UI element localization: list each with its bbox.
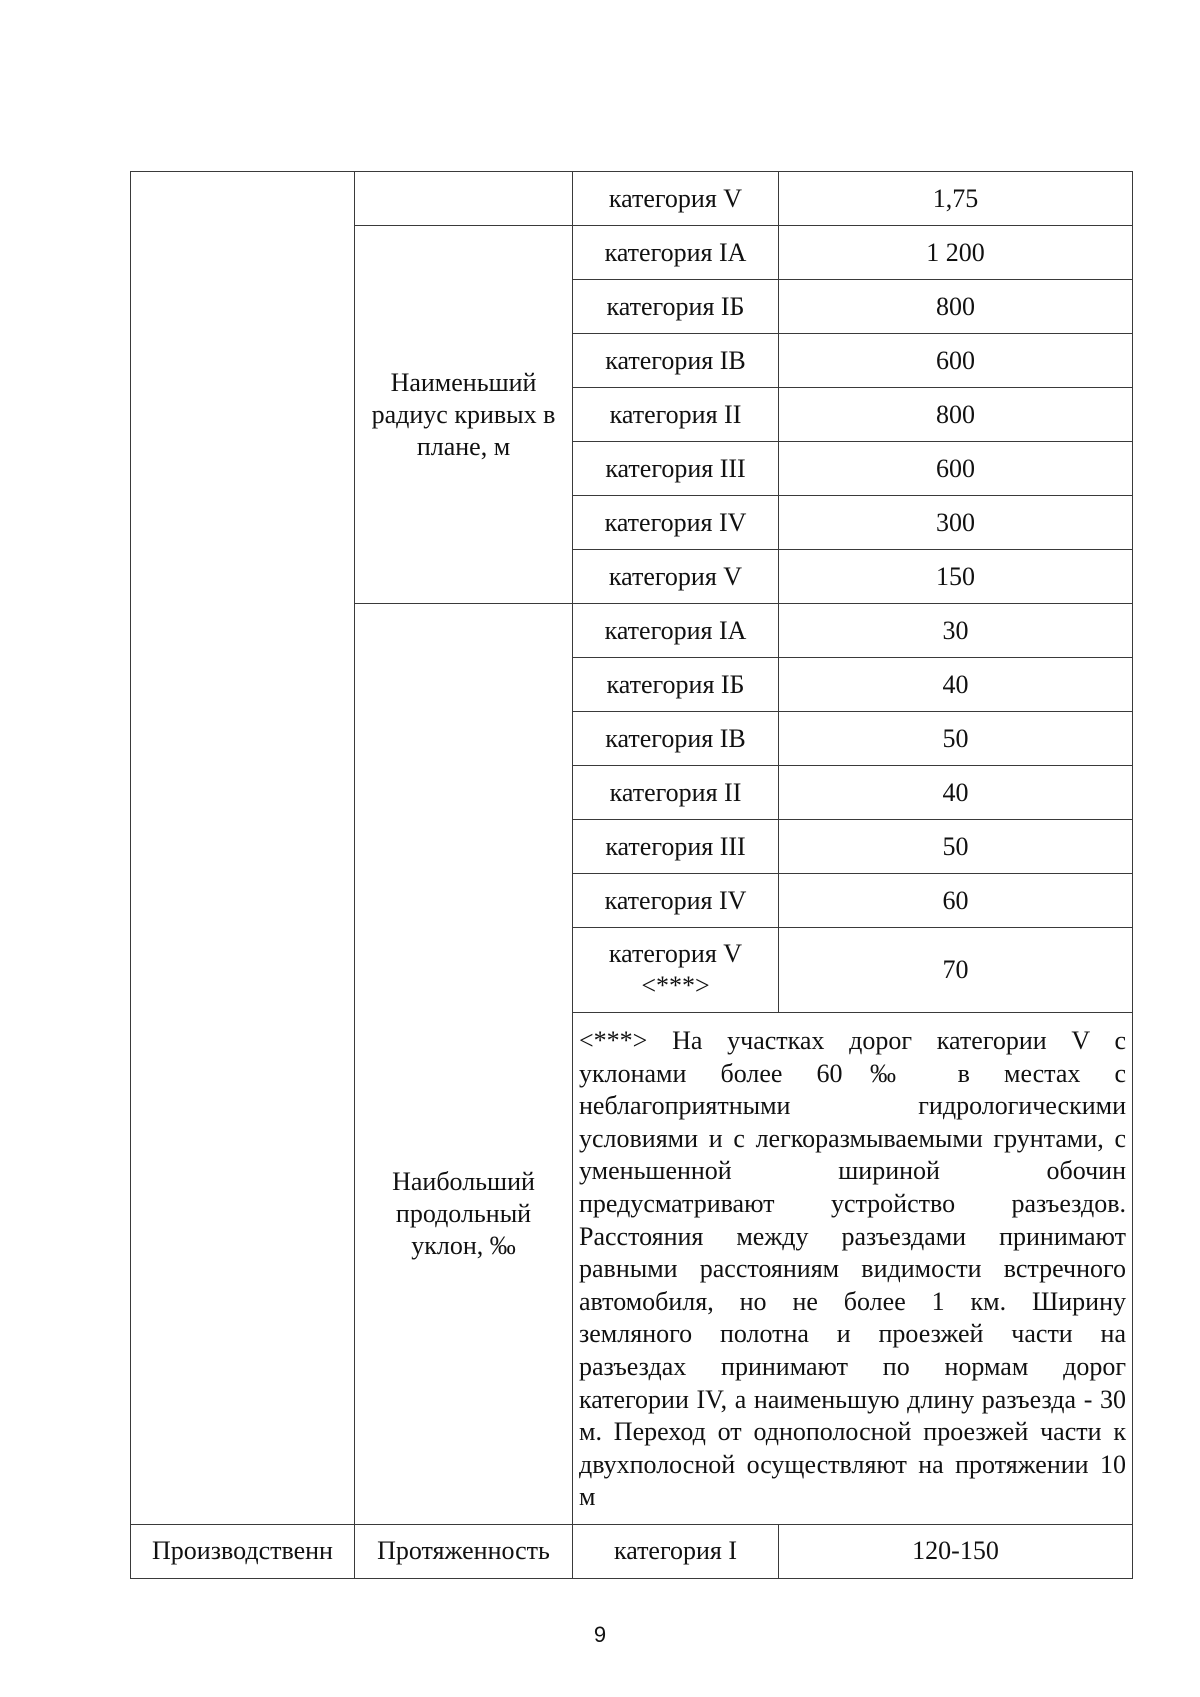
category-cell: категория III [573, 442, 779, 496]
value-cell: 30 [779, 604, 1133, 658]
category-cell: категория IA [573, 226, 779, 280]
category-cell: категория V [573, 172, 779, 226]
value-cell: 1 200 [779, 226, 1133, 280]
value-cell: 600 [779, 334, 1133, 388]
category-cell: категория IБ [573, 280, 779, 334]
category-cell: категория IВ [573, 712, 779, 766]
road-parameters-table [130, 171, 1133, 1579]
value-cell: 40 [779, 766, 1133, 820]
category-cell: категория IV [573, 874, 779, 928]
value-cell: 800 [779, 388, 1133, 442]
value-cell: 120-150 [779, 1524, 1133, 1578]
group-cell-empty [131, 172, 355, 1525]
category-cell: категория IВ [573, 334, 779, 388]
value-cell: 50 [779, 712, 1133, 766]
param-cell-max-slope: Наибольший продольный уклон, ‰ [355, 604, 573, 1525]
category-cell: категория V [573, 550, 779, 604]
table-row [131, 1524, 1133, 1578]
value-cell: 70 [779, 928, 1133, 1013]
value-cell: 800 [779, 280, 1133, 334]
category-cell: категория II [573, 388, 779, 442]
value-cell: 1,75 [779, 172, 1133, 226]
value-cell: 50 [779, 820, 1133, 874]
value-cell: 300 [779, 496, 1133, 550]
table-row [131, 172, 1133, 226]
category-cell: категория IБ [573, 658, 779, 712]
value-cell: 150 [779, 550, 1133, 604]
category-cell: категория IV [573, 496, 779, 550]
param-cell-empty [355, 172, 573, 226]
param-cell: Протяженность [355, 1524, 573, 1578]
value-cell: 600 [779, 442, 1133, 496]
param-cell-min-radius: Наименьший радиус кривых в плане, м [355, 226, 573, 604]
group-cell: Производственн [131, 1524, 355, 1578]
category-cell: категория I [573, 1524, 779, 1578]
page-number: 9 [593, 1622, 607, 1647]
value-cell: 40 [779, 658, 1133, 712]
category-cell: категория II [573, 766, 779, 820]
category-cell: категория III [573, 820, 779, 874]
category-cell: категория IA [573, 604, 779, 658]
footnote-cell: <***> На участках дорог категории V с уклонами более 60‰ в местах с неблагоприятными гидрологическими условиями и с легкоразмываемыми грунтами, с уменьшенной шириной обочин предусматривают устройство разъездов. Расстояния между разъездами принимают равными расстояниям видимости встречного автомобиля, но не более 1 км. Ширину земляного полотна и проезжей части на разъездах принимают по нормам дорог категории IV, а наименьшую длину разъезда - 30 м. Переход от однополосной проезжей части к двухполосной осуществляют на протяжении 10 м [573, 1013, 1133, 1525]
category-cell: категория V <***> [573, 928, 779, 1013]
value-cell: 60 [779, 874, 1133, 928]
